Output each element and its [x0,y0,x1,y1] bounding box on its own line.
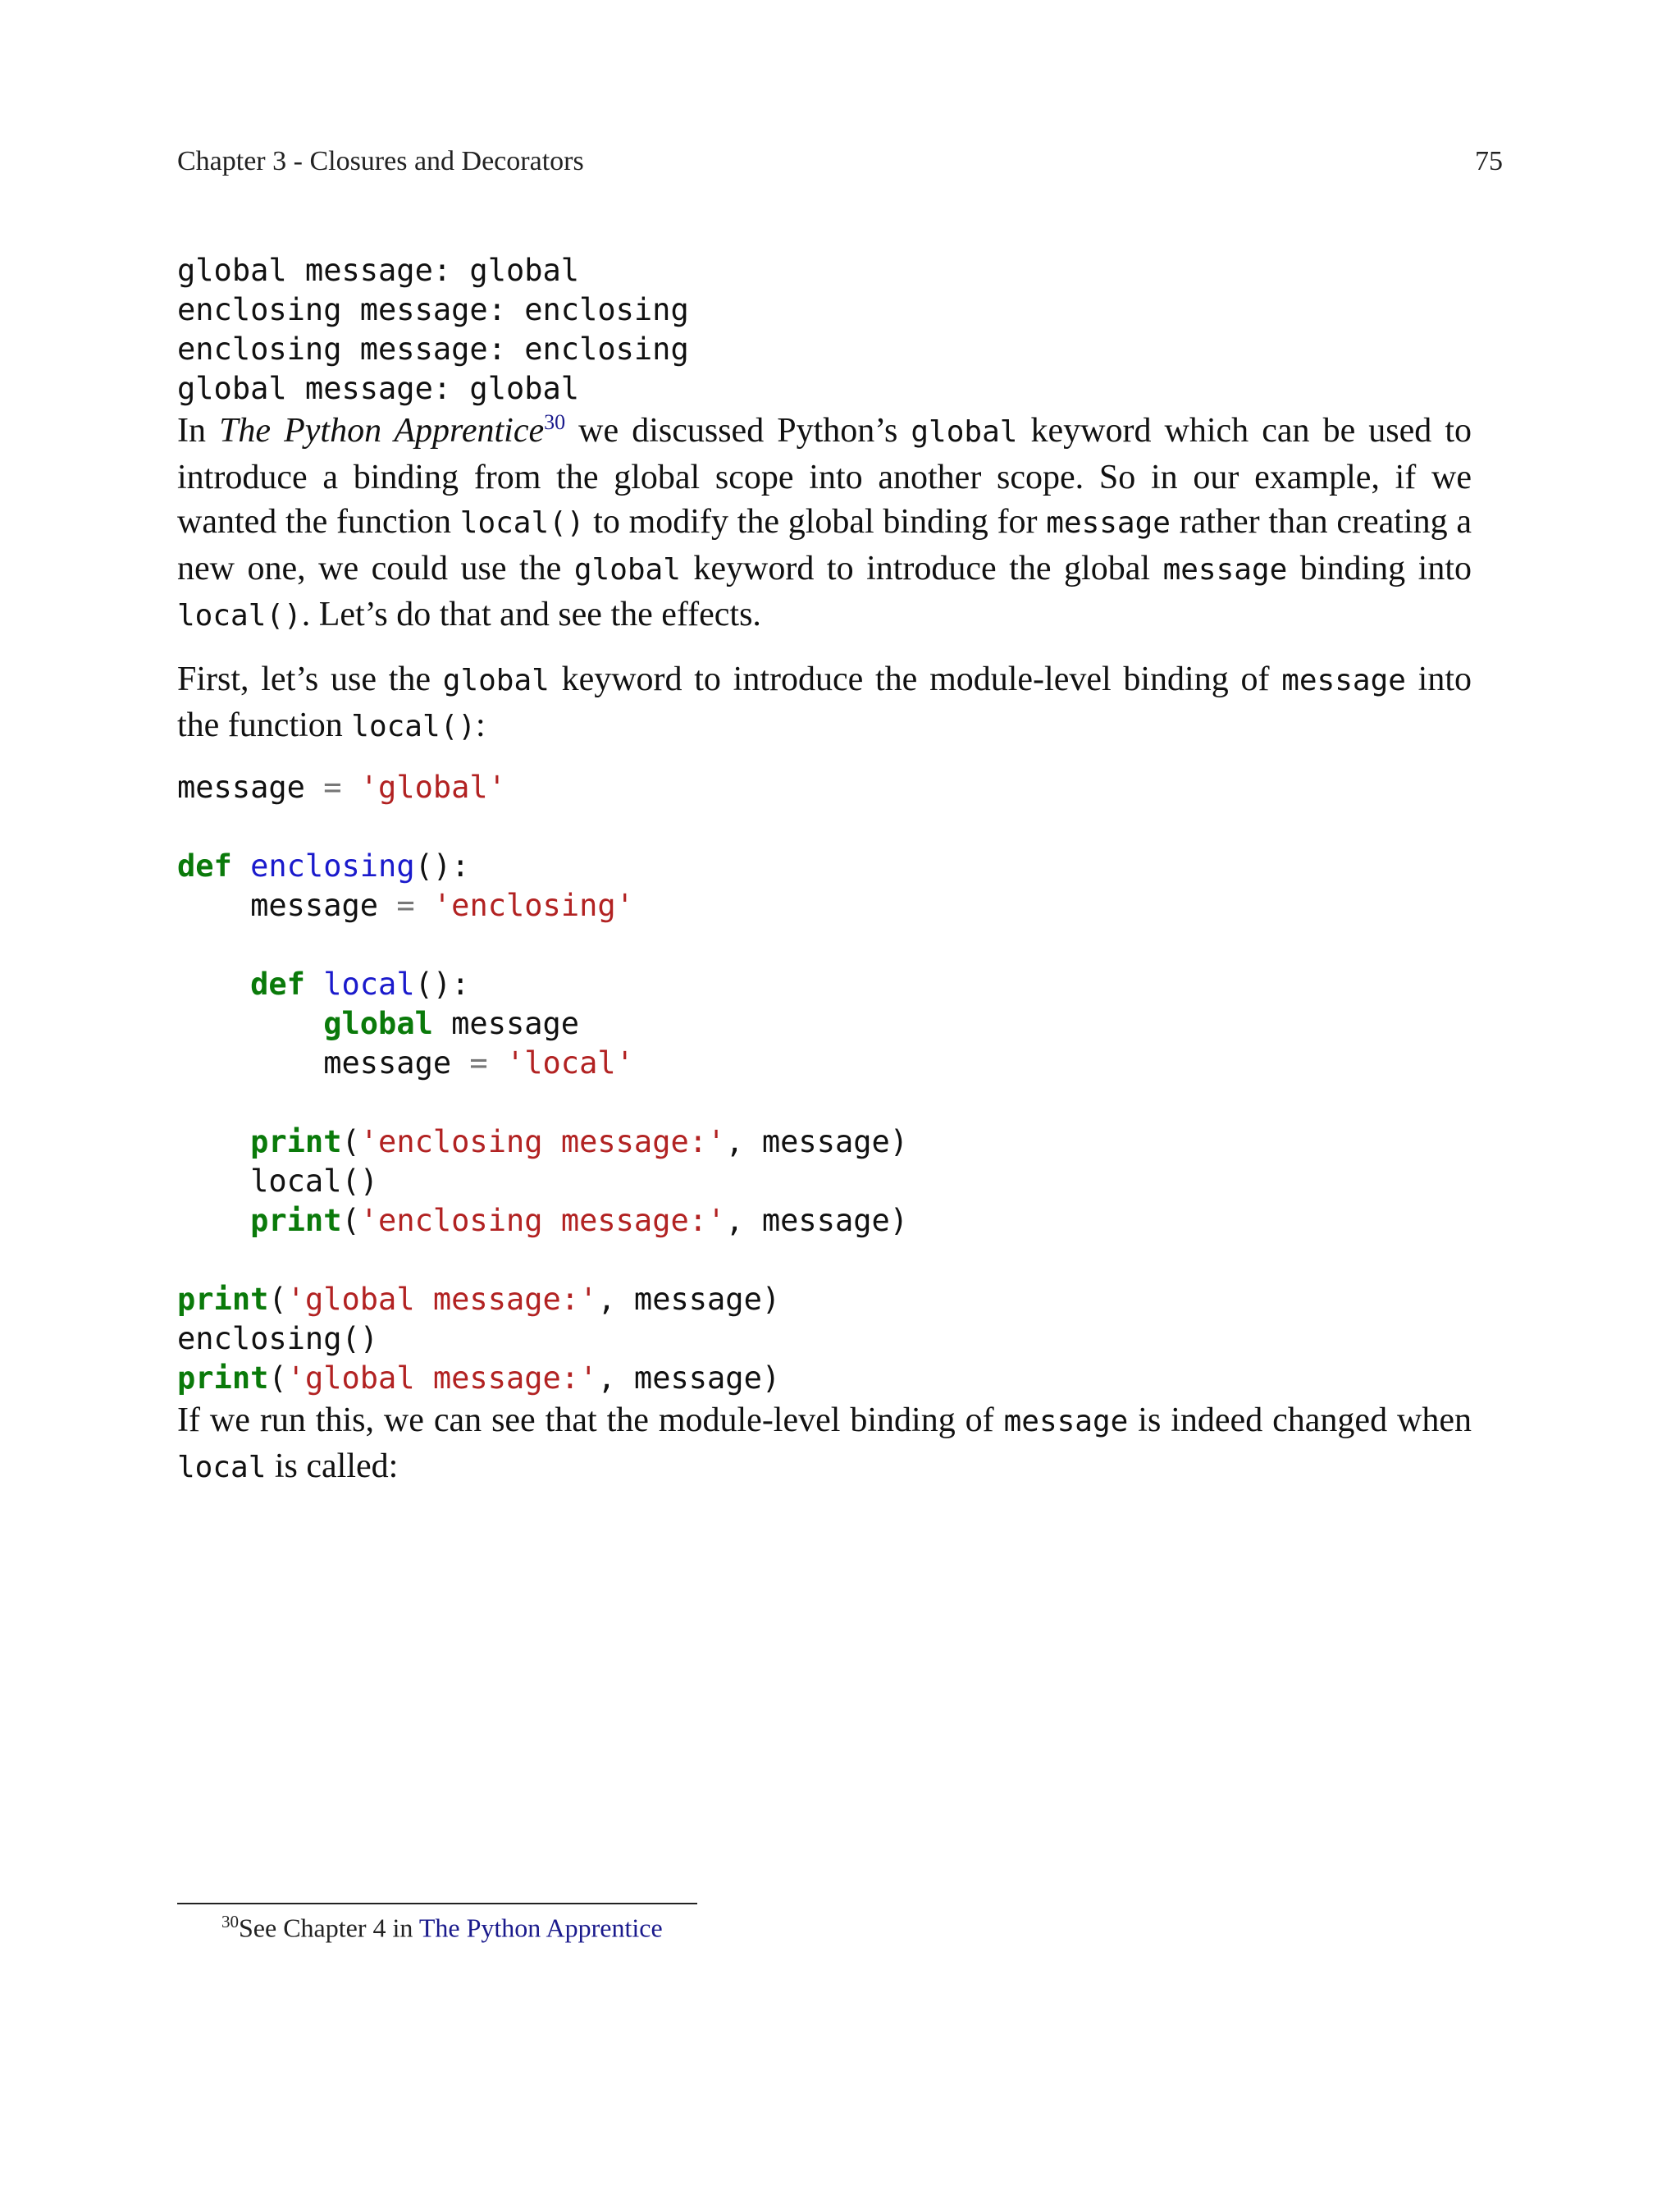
output-line: enclosing message: enclosing [177,292,689,327]
footnote-ref[interactable]: 30 [544,410,566,434]
inline-code: global [573,552,681,587]
paragraph-run-result: If we run this, we can see that the module-level binding of message is indeed changed when local is called: [177,1401,1472,1485]
chapter-title: Chapter 3 - Closures and Decorators [177,146,584,176]
page-content [177,251,1472,1509]
output-line: enclosing message: enclosing [177,331,689,367]
output-line: global message: global [177,253,580,288]
inline-code: local [177,1451,267,1484]
page-number: 75 [1475,146,1503,176]
inline-code: message [1281,663,1406,697]
inline-code: message [1162,552,1288,587]
paragraph-global-keyword: In The Python Apprentice$^{30}$ we discussed Python’s global keyword which can be used to introduce a binding from the global scope into another scope. So in our example, if we wanted the function local() to modify the global binding for message rather than creating a new one, we could use the global keyword to introduce the global message binding into local(). Let’s do that and see the effects. [177,410,1472,633]
paragraph-first-step: First, let’s use the global keyword to introduce the module-level binding of message into the function local(): [177,660,1472,744]
inline-code: global [442,663,550,697]
inline-code: local() [459,506,585,540]
output-line: global message: global [177,371,580,406]
footnote: $^{30}$See Chapter 4 in The Python Apprentice [221,1912,663,1943]
book-title: The Python Apprentice [219,412,545,450]
footnote-link[interactable]: The Python Apprentice [418,1913,663,1943]
running-header [177,146,1503,177]
output-block [177,251,1472,409]
inline-code: message [1003,1404,1129,1438]
inline-code: local() [177,599,302,633]
footnote-number: 30 [221,1912,239,1931]
inline-code: local() [351,710,476,743]
footnote-divider [177,1903,697,1904]
inline-code: message [1046,506,1171,540]
inline-code: global [911,415,1018,449]
code-listing: message = 'global' def enclosing(): message = 'enclosing' def local(): global message message = 'local' print('enclosing message:', message) local() print('enclosing message:', message) print('global message:', message) enclosing() print('global message:', message) [177,769,909,1396]
